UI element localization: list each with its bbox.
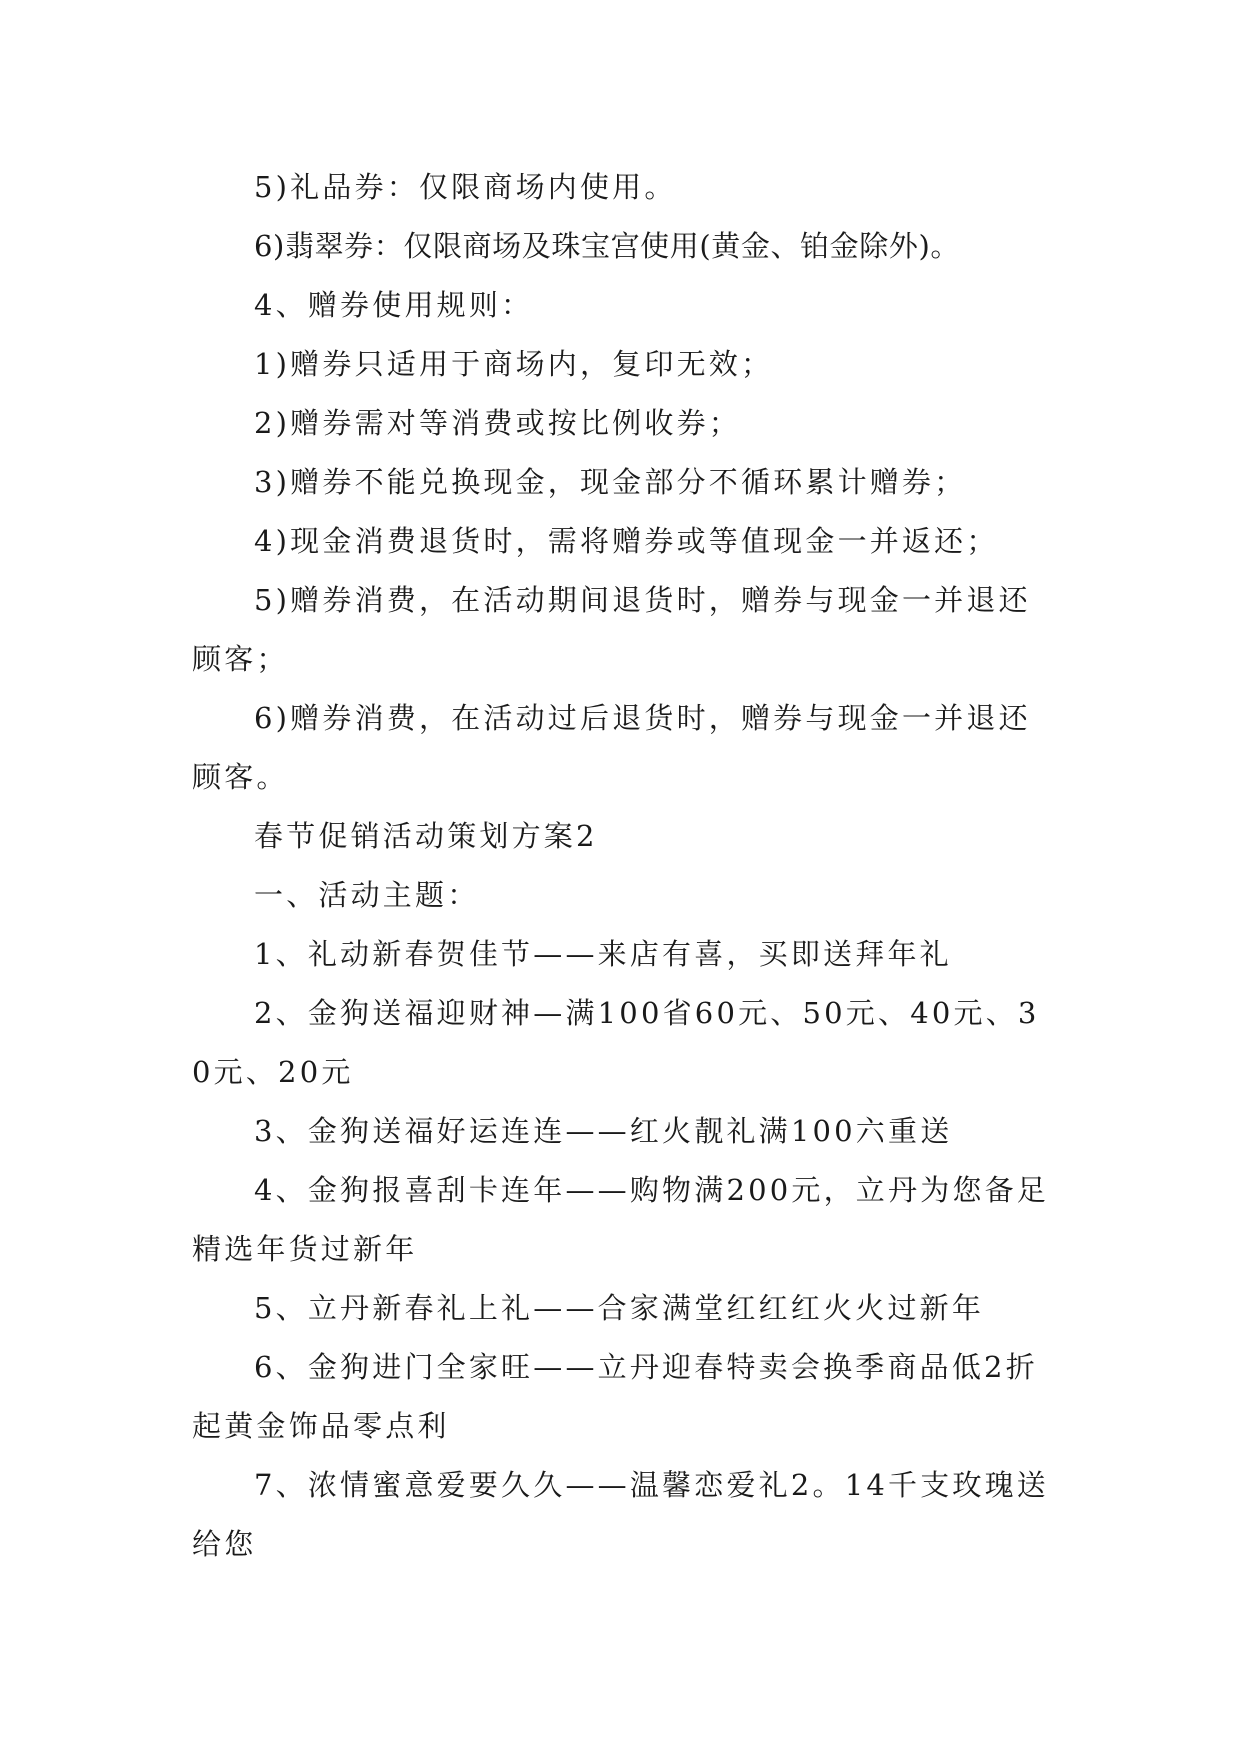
document-body (192, 158, 1050, 1574)
paragraph: 7、浓情蜜意爱要久久——温馨恋爱礼2。14千支玫瑰送给您 (192, 1468, 1050, 1561)
paragraph: 3)赠券不能兑换现金，现金部分不循环累计赠券； (254, 465, 967, 499)
paragraph: 4、金狗报喜刮卡连年——购物满200元，立丹为您备足精选年货过新年 (192, 1173, 1050, 1266)
paragraph: 6、金狗进门全家旺——立丹迎春特卖会换季商品低2折起黄金饰品零点利 (192, 1350, 1038, 1443)
paragraph: 3、金狗送福好运连连——红火靓礼满100六重送 (254, 1114, 953, 1148)
paragraph: 1)赠券只适用于商场内，复印无效； (254, 347, 774, 381)
paragraph: 5、立丹新春礼上礼——合家满堂红红红火火过新年 (254, 1291, 985, 1325)
paragraph: 5)礼品券：仅限商场内使用。 (254, 170, 677, 204)
paragraph: 一、活动主题： (254, 878, 480, 912)
paragraph: 4)现金消费退货时，需将赠券或等值现金一并返还； (254, 524, 999, 558)
section-heading: 春节促销活动策划方案2 (254, 819, 598, 853)
paragraph: 5)赠券消费，在活动期间退货时，赠券与现金一并退还顾客； (192, 583, 1031, 676)
paragraph: 1、礼动新春贺佳节——来店有喜，买即送拜年礼 (254, 937, 952, 971)
paragraph: 2)赠券需对等消费或按比例收券； (254, 406, 741, 440)
paragraph: 2、金狗送福迎财神—满100省60元、50元、40元、30元、20元 (192, 996, 1040, 1089)
paragraph: 6)翡翠券：仅限商场及珠宝宫使用(黄金、铂金除外)。 (254, 229, 960, 263)
paragraph: 4、赠券使用规则： (254, 288, 534, 322)
paragraph: 6)赠券消费，在活动过后退货时，赠券与现金一并退还顾客。 (192, 701, 1031, 794)
